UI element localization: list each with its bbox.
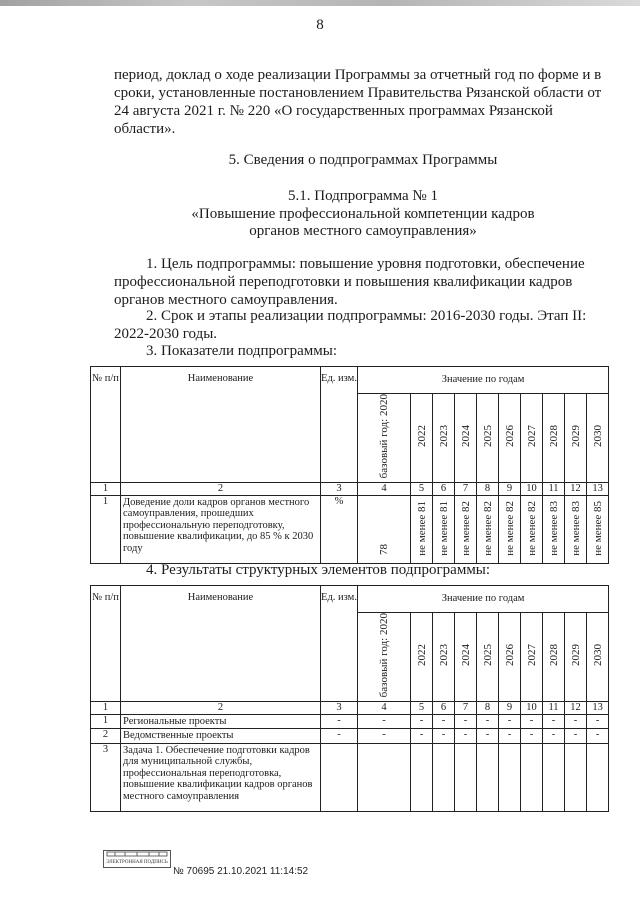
indicators-title: 3. Показатели подпрограммы: xyxy=(146,343,338,359)
building-icon xyxy=(105,851,169,857)
row-value: - xyxy=(499,729,521,744)
col-number: 13 xyxy=(587,482,609,495)
header-year xyxy=(411,394,433,483)
header-year xyxy=(433,394,455,483)
col-number: 1 xyxy=(91,482,121,495)
col-number: 5 xyxy=(411,701,433,714)
column-number-row xyxy=(91,482,609,495)
row-value xyxy=(565,743,587,811)
header-year xyxy=(477,394,499,483)
header-base-year-label: базовый год: 2020 xyxy=(378,613,390,698)
col-number: 6 xyxy=(433,482,455,495)
row-num: 1 xyxy=(91,495,121,563)
row-name: Задача 1. Обеспечение подготовки кадров для муниципальной службы, профессиональная переподготовка, повышение квалификации кадров органов местного самоуправления xyxy=(121,743,321,811)
row-value: - xyxy=(411,714,433,729)
col-number: 5 xyxy=(411,482,433,495)
row-value-cell xyxy=(543,495,565,563)
row-num: 3 xyxy=(91,743,121,811)
row-base: 78 xyxy=(378,544,390,556)
year-label: 2024 xyxy=(459,644,472,667)
year-label: 2026 xyxy=(503,644,516,667)
subprogram-title: 5.1. Подпрограмма № 1 xyxy=(288,188,438,204)
row-value: - xyxy=(433,729,455,744)
row-value-cell xyxy=(565,495,587,563)
scan-top-edge xyxy=(0,0,640,6)
header-year xyxy=(543,394,565,483)
row-value xyxy=(477,743,499,811)
goal-line: 1. Цель подпрограммы: повышение уровня подготовки, обеспечение xyxy=(146,256,585,272)
term-line: 2. Срок и этапы реализации подпрограммы: 2016-2030 годы. Этап II: xyxy=(146,308,587,324)
header-year xyxy=(499,613,521,702)
row-value: - xyxy=(477,729,499,744)
row-value: не менее 82 xyxy=(525,500,538,556)
row-value: - xyxy=(455,714,477,729)
row-value: - xyxy=(521,729,543,744)
col-number: 3 xyxy=(321,482,358,495)
row-value-cell xyxy=(477,495,499,563)
row-value: не менее 82 xyxy=(481,500,494,556)
header-unit: Ед. изм. xyxy=(321,367,358,483)
year-label: 2028 xyxy=(547,425,560,448)
header-year xyxy=(477,613,499,702)
year-label: 2030 xyxy=(591,644,604,667)
page-number: 8 xyxy=(316,17,324,33)
col-number: 11 xyxy=(543,701,565,714)
row-value: не менее 85 xyxy=(591,500,604,556)
row-value: - xyxy=(587,714,609,729)
col-number: 8 xyxy=(477,701,499,714)
year-label: 2027 xyxy=(525,425,538,448)
year-label: 2024 xyxy=(459,425,472,448)
subprogram-name-line2: органов местного самоуправления» xyxy=(249,223,477,239)
row-value xyxy=(587,743,609,811)
column-number-row xyxy=(91,701,609,714)
row-value: не менее 83 xyxy=(547,500,560,556)
row-base xyxy=(358,743,411,811)
row-name: Ведомственные проекты xyxy=(121,729,321,744)
subprogram-name-line1: «Повышение профессиональной компетенции кадров xyxy=(191,206,535,222)
header-year xyxy=(565,394,587,483)
header-year xyxy=(587,613,609,702)
row-value: - xyxy=(411,729,433,744)
goal-paragraph xyxy=(114,255,612,309)
row-value: - xyxy=(565,714,587,729)
row-value: - xyxy=(433,714,455,729)
row-value: - xyxy=(499,714,521,729)
row-value-cell xyxy=(433,495,455,563)
results-title: 4. Результаты структурных элементов подпрограммы: xyxy=(146,562,491,578)
header-year xyxy=(587,394,609,483)
row-value: - xyxy=(543,714,565,729)
section-title: 5. Сведения о подпрограммах Программы xyxy=(228,152,498,168)
logo-caption: ЭЛЕКТРОННАЯ ПОДПИСЬ xyxy=(106,860,168,865)
row-value xyxy=(521,743,543,811)
row-num: 1 xyxy=(91,714,121,729)
row-value xyxy=(455,743,477,811)
year-label: 2030 xyxy=(591,425,604,448)
year-label: 2023 xyxy=(437,425,450,448)
col-number: 7 xyxy=(455,701,477,714)
header-values: Значение по годам xyxy=(358,367,609,394)
col-number: 13 xyxy=(587,701,609,714)
digital-signature-logo xyxy=(103,850,171,868)
year-label: 2025 xyxy=(481,644,494,667)
table-row xyxy=(91,729,609,744)
col-number: 4 xyxy=(358,701,411,714)
intro-paragraph xyxy=(114,66,612,138)
header-year xyxy=(455,394,477,483)
intro-line: области». xyxy=(114,121,176,137)
row-value: - xyxy=(565,729,587,744)
row-value: не менее 81 xyxy=(415,500,428,556)
year-label: 2022 xyxy=(415,425,428,448)
col-number: 8 xyxy=(477,482,499,495)
row-name: Доведение доли кадров органов местного самоуправления, прошедших профессиональную переподготовку, повышение квалификации, до 85 % к 2030 году xyxy=(121,495,321,563)
header-year xyxy=(433,613,455,702)
term-line: 2022-2030 годы. xyxy=(114,326,218,342)
row-value-cell xyxy=(521,495,543,563)
col-number: 9 xyxy=(499,701,521,714)
row-unit xyxy=(321,743,358,811)
header-values: Значение по годам xyxy=(358,586,609,613)
col-number: 9 xyxy=(499,482,521,495)
registration-stamp: № 70695 21.10.2021 11:14:52 xyxy=(173,866,309,877)
col-number: 2 xyxy=(121,482,321,495)
row-value: не менее 81 xyxy=(437,500,450,556)
header-year xyxy=(411,613,433,702)
indicators-table xyxy=(90,366,609,564)
col-number: 10 xyxy=(521,482,543,495)
intro-line: период, доклад о ходе реализации Программы за отчетный год по форме и в xyxy=(114,67,602,83)
row-unit: - xyxy=(321,729,358,744)
header-num: № п/п xyxy=(91,586,121,702)
row-value: - xyxy=(477,714,499,729)
intro-line: 24 августа 2021 г. № 220 «О государственных программах Рязанской xyxy=(114,103,553,119)
row-value: не менее 82 xyxy=(459,500,472,556)
header-year xyxy=(455,613,477,702)
year-label: 2022 xyxy=(415,644,428,667)
year-label: 2028 xyxy=(547,644,560,667)
row-unit: % xyxy=(321,495,358,563)
col-number: 12 xyxy=(565,701,587,714)
row-value-cell xyxy=(587,495,609,563)
row-value-cell xyxy=(411,495,433,563)
row-value: - xyxy=(455,729,477,744)
year-label: 2025 xyxy=(481,425,494,448)
col-number: 7 xyxy=(455,482,477,495)
table-row xyxy=(91,714,609,729)
header-base-year xyxy=(358,394,411,483)
term-paragraph xyxy=(114,307,612,343)
header-year xyxy=(499,394,521,483)
year-label: 2029 xyxy=(569,425,582,448)
header-name: Наименование xyxy=(121,586,321,702)
row-value: не менее 82 xyxy=(503,500,516,556)
header-year xyxy=(521,613,543,702)
goal-line: профессиональной переподготовки и повышения квалификации кадров xyxy=(114,274,573,290)
table-row xyxy=(91,495,609,563)
header-base-year-label: базовый год: 2020 xyxy=(378,394,390,479)
row-value-cell xyxy=(499,495,521,563)
year-label: 2027 xyxy=(525,644,538,667)
year-label: 2023 xyxy=(437,644,450,667)
goal-line: органов местного самоуправления. xyxy=(114,292,338,308)
row-value xyxy=(499,743,521,811)
row-value-cell xyxy=(455,495,477,563)
header-unit: Ед. изм. xyxy=(321,586,358,702)
col-number: 10 xyxy=(521,701,543,714)
header-year xyxy=(565,613,587,702)
year-label: 2026 xyxy=(503,425,516,448)
col-number: 6 xyxy=(433,701,455,714)
header-year xyxy=(521,394,543,483)
header-year xyxy=(543,613,565,702)
row-base: - xyxy=(358,729,411,744)
row-value: - xyxy=(543,729,565,744)
row-num: 2 xyxy=(91,729,121,744)
row-value: не менее 83 xyxy=(569,500,582,556)
row-base-cell xyxy=(358,495,411,563)
col-number: 2 xyxy=(121,701,321,714)
intro-line: сроки, установленные постановлением Правительства Рязанской области от xyxy=(114,85,602,101)
table-row xyxy=(91,743,609,811)
header-base-year xyxy=(358,613,411,702)
row-name: Региональные проекты xyxy=(121,714,321,729)
row-value xyxy=(543,743,565,811)
results-table xyxy=(90,585,609,812)
row-unit: - xyxy=(321,714,358,729)
header-num: № п/п xyxy=(91,367,121,483)
row-value xyxy=(411,743,433,811)
col-number: 4 xyxy=(358,482,411,495)
col-number: 1 xyxy=(91,701,121,714)
row-value: - xyxy=(587,729,609,744)
year-label: 2029 xyxy=(569,644,582,667)
row-base: - xyxy=(358,714,411,729)
col-number: 12 xyxy=(565,482,587,495)
header-name: Наименование xyxy=(121,367,321,483)
col-number: 11 xyxy=(543,482,565,495)
row-value: - xyxy=(521,714,543,729)
row-value xyxy=(433,743,455,811)
col-number: 3 xyxy=(321,701,358,714)
